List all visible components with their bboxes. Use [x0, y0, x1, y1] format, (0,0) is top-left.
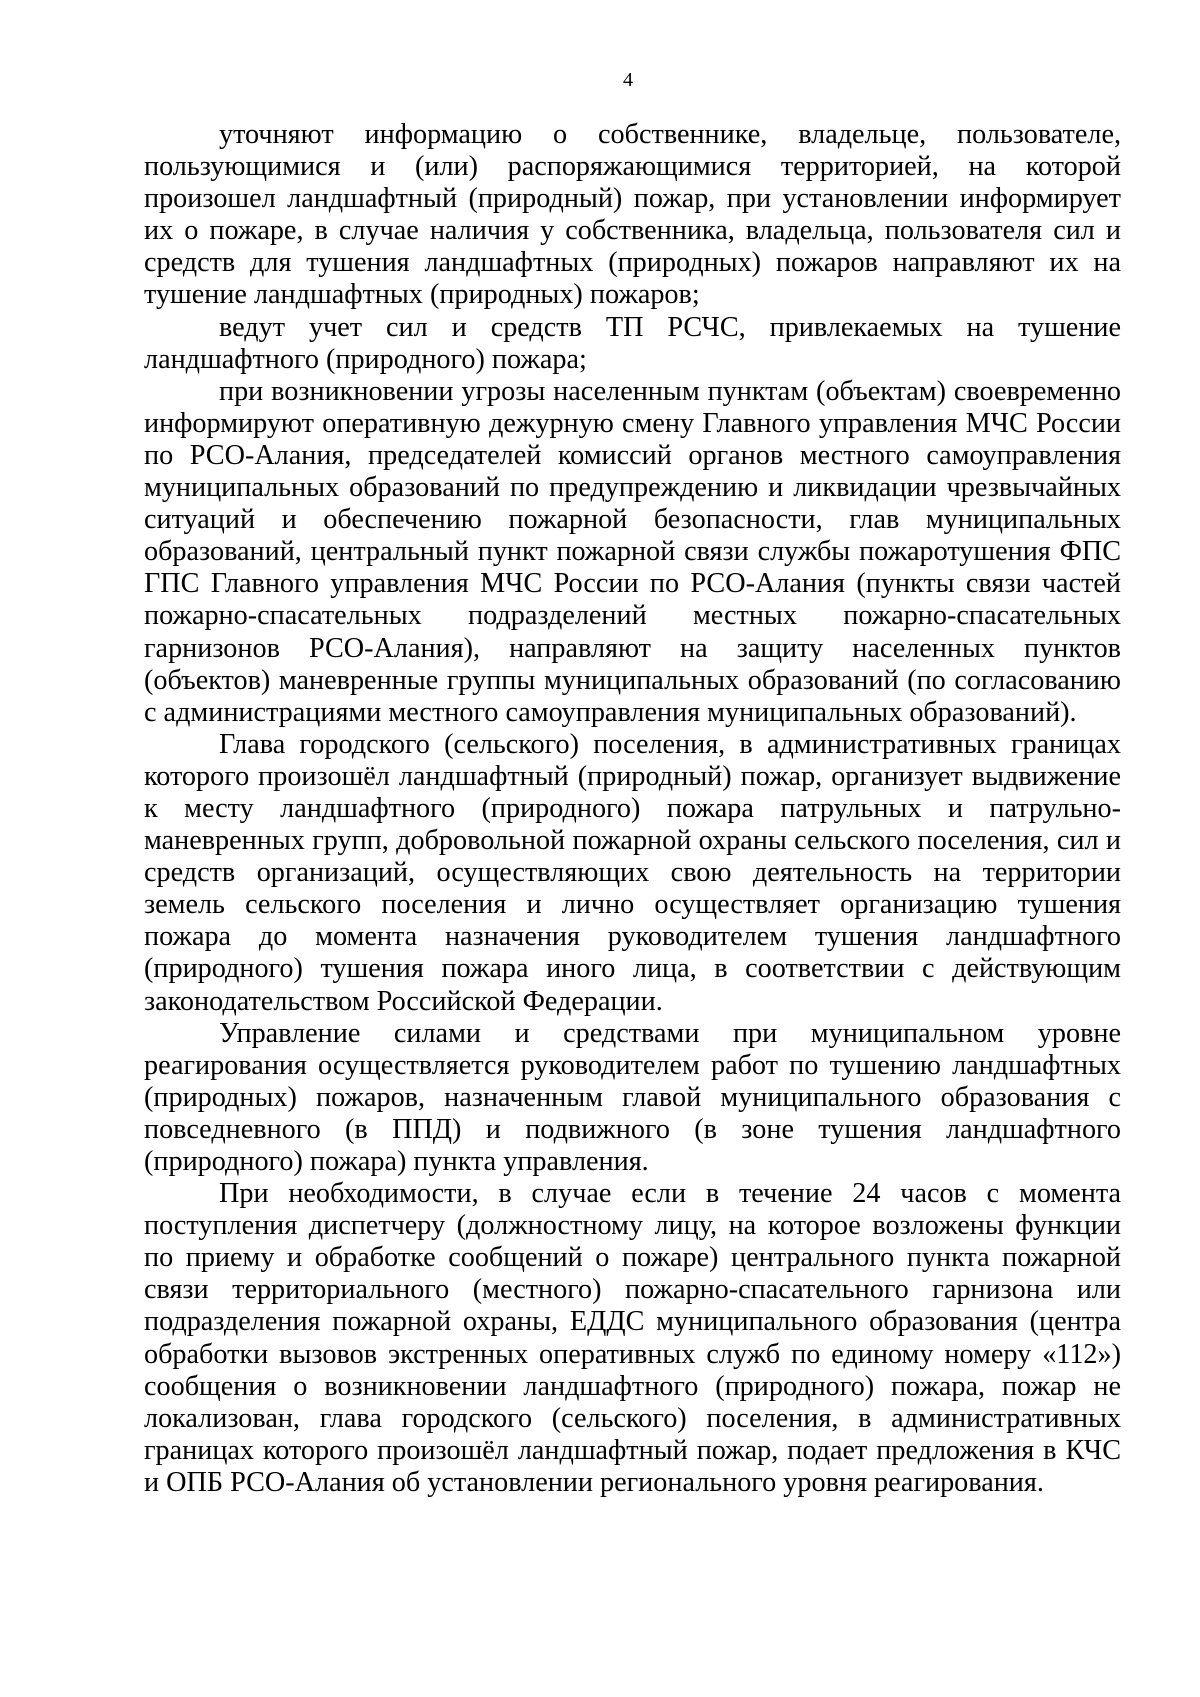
paragraph-5: Управление силами и средствами при муниципальном уровне реагирования осуществляется руководителем работ по тушению ландшафтных (природных) пожаров, назначенным главой муниципального образования с повседневного (в ППД) и подвижного (в зоне тушения ландшафтного (природного) пожара) пункта управления. — [144, 1017, 1121, 1177]
document-body — [144, 119, 1121, 1499]
paragraph-2: ведут учет сил и средств ТП РСЧС, привлекаемых на тушение ландшафтного (природного) пожара; — [144, 311, 1121, 375]
page-number: 4 — [623, 69, 633, 91]
paragraph-6: При необходимости, в случае если в течение 24 часов с момента поступления диспетчеру (должностному лицу, на которое возложены функции по приему и обработке сообщений о пожаре) центрального пункта пожарной связи территориального (местного) пожарно-спасательного гарнизона или подразделения пожарной охраны, ЕДДС муниципального образования (центра обработки вызовов экстренных оперативных служб по единому номеру «112») сообщения о возникновении ландшафтного (природного) пожара, пожар не локализован, глава городского (сельского) поселения, в административных границах которого произошёл ландшафтный пожар, подает предложения в КЧС и ОПБ РСО-Алания об установлении регионального уровня реагирования. — [144, 1178, 1121, 1498]
paragraph-4: Глава городского (сельского) поселения, в административных границах которого произошёл ландшафтный (природный) пожар, организует выдвижение к месту ландшафтного (природного) пожара патрульных и патрульно-маневренных групп, добровольной пожарной охраны сельского поселения, сил и средств организаций, осуществляющих свою деятельность на территории земель сельского поселения и лично осуществляет организацию тушения пожара до момента назначения руководителем тушения ландшафтного (природного) тушения пожара иного лица, в соответствии с действующим законодательством Российской Федерации. — [144, 728, 1121, 1017]
paragraph-1: уточняют информацию о собственнике, владельце, пользователе, пользующимися и (или) распоряжающимися территорией, на которой произошел ландшафтный (природный) пожар, при установлении информирует их о пожаре, в случае наличия у собственника, владельца, пользователя сил и средств для тушения ландшафтных (природных) пожаров направляют их на тушение ландшафтных (природных) пожаров; — [144, 119, 1121, 311]
paragraph-3: при возникновении угрозы населенным пунктам (объектам) своевременно информируют оперативную дежурную смену Главного управления МЧС России по РСО-Алания, председателей комиссий органов местного самоуправления муниципальных образований по предупреждению и ликвидации чрезвычайных ситуаций и обеспечению пожарной безопасности, глав муниципальных образований, центральный пункт пожарной связи службы пожаротушения ФПС ГПС Главного управления МЧС России по РСО-Алания (пункты связи частей пожарно-спасательных подразделений местных пожарно-спасательных гарнизонов РСО-Алания), направляют на защиту населенных пунктов (объектов) маневренные группы муниципальных образований (по согласованию с администрациями местного самоуправления муниципальных образований). — [144, 375, 1121, 728]
